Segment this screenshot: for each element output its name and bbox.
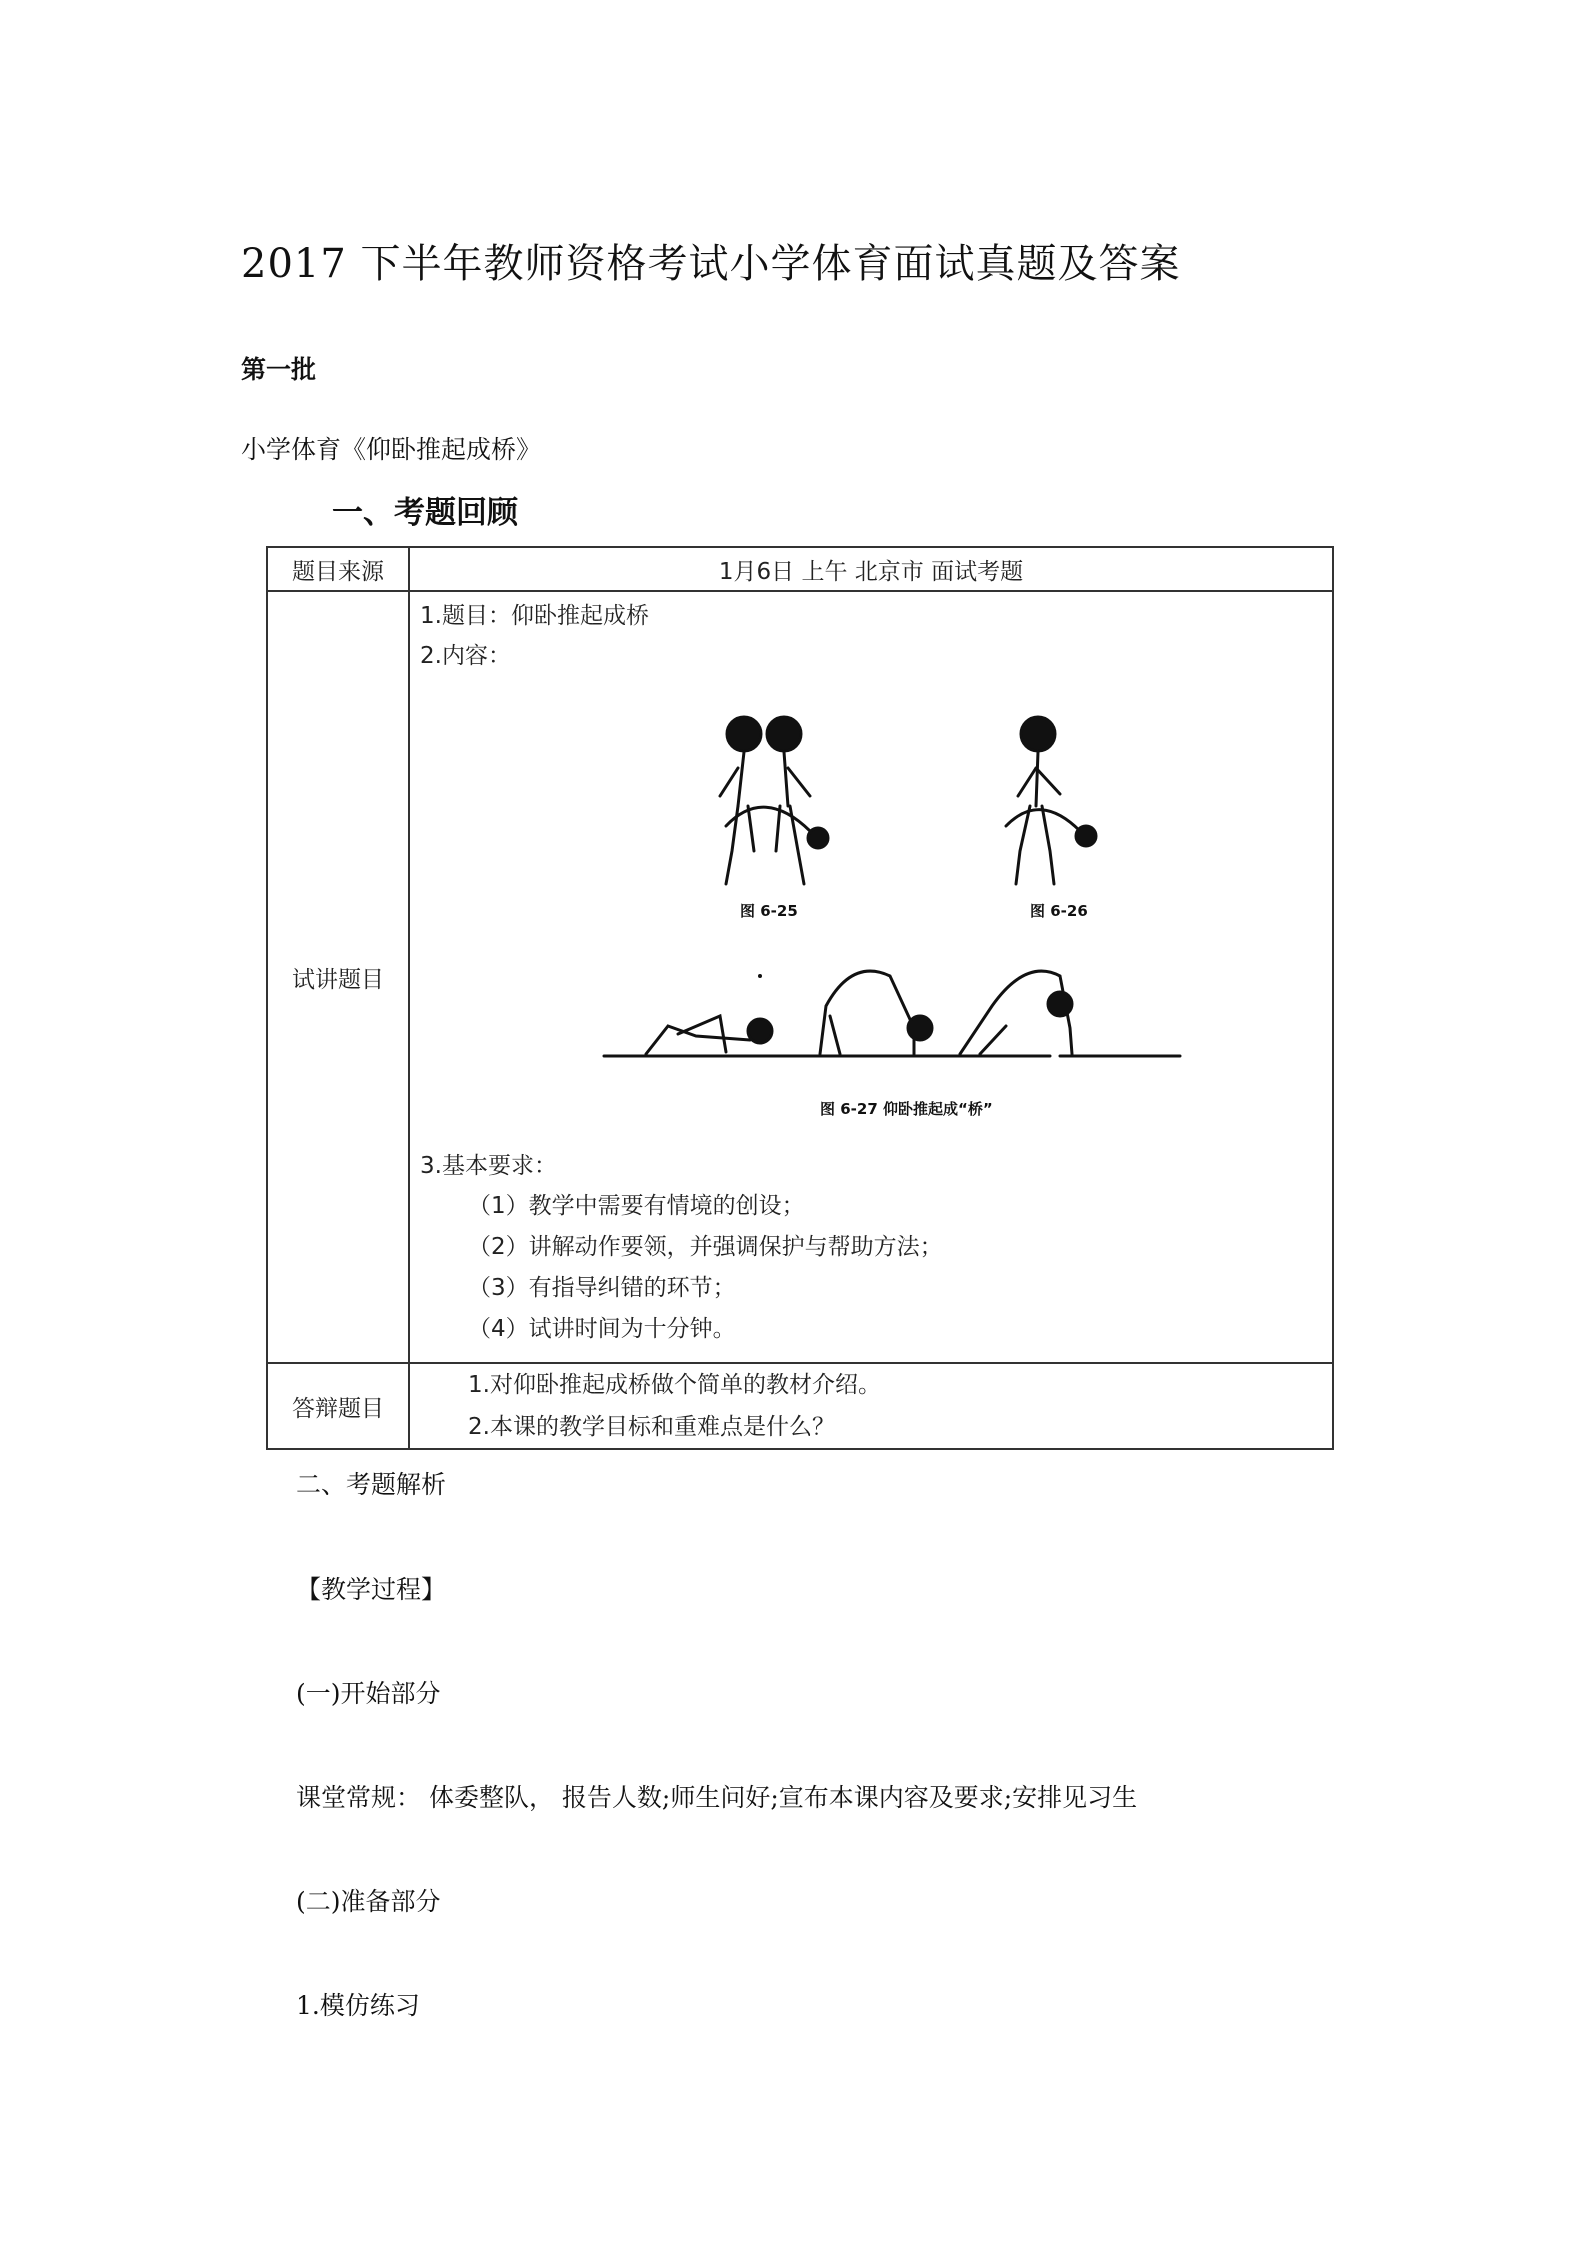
section-two-heading: 二、考题解析: [296, 1470, 447, 1499]
content-label: 2.内容：: [420, 643, 511, 669]
class-routine-text: 课堂常规： 体委整队， 报告人数;师生问好;宣布本课内容及要求;安排见习生: [296, 1783, 1138, 1812]
requirement-item: （2）讲解动作要领，并强调保护与帮助方法；: [468, 1234, 943, 1260]
figure-6-27-drawing: [604, 971, 1180, 1056]
imitation-practice-heading: 1.模仿练习: [296, 1991, 420, 2020]
section-one-heading: 一、考题回顾: [332, 495, 518, 531]
document-title: 2017 下半年教师资格考试小学体育面试真题及答案: [241, 241, 1181, 287]
requirements-label: 3.基本要求：: [420, 1153, 557, 1179]
defense-cell: [409, 1363, 1333, 1449]
source-label: 题目来源: [267, 547, 409, 591]
part-two-heading: (二)准备部分: [296, 1887, 441, 1916]
figure-6-27-caption: 图 6-27 仰卧推起成“桥”: [820, 1100, 993, 1118]
part-one-heading: (一)开始部分: [296, 1679, 441, 1708]
figure-6-26-drawing: [1006, 717, 1096, 884]
bridge-illustrations: [420, 676, 1320, 1146]
batch-heading: 第一批: [241, 355, 317, 384]
lecture-topic: 1.题目：仰卧推起成桥: [420, 603, 649, 629]
lesson-title: 小学体育《仰卧推起成桥》: [241, 435, 542, 464]
defense-label: 答辩题目: [267, 1363, 409, 1449]
source-value: 1月6日 上午 北京市 面试考题: [409, 547, 1333, 591]
figure-6-26-caption: 图 6-26: [1030, 902, 1088, 920]
teaching-process-heading: 【教学过程】: [296, 1575, 447, 1604]
exam-table: [266, 546, 1334, 1450]
figure-area: [420, 676, 1322, 1146]
table-row-defense: [267, 1363, 1333, 1449]
requirement-item: （1）教学中需要有情境的创设；: [468, 1193, 805, 1219]
figure-6-25-drawing: [720, 717, 828, 884]
table-row-source: [267, 547, 1333, 591]
requirement-item: （4）试讲时间为十分钟。: [468, 1316, 736, 1342]
lecture-label: 试讲题目: [267, 591, 409, 1363]
figure-6-25-caption: 图 6-25: [740, 902, 798, 920]
requirement-item: （3）有指导纠错的环节；: [468, 1275, 736, 1301]
table-row-lecture: [267, 591, 1333, 1363]
lecture-cell: [409, 591, 1333, 1363]
defense-question: 2.本课的教学目标和重难点是什么？: [468, 1414, 835, 1440]
defense-question: 1.对仰卧推起成桥做个简单的教材介绍。: [468, 1372, 881, 1398]
